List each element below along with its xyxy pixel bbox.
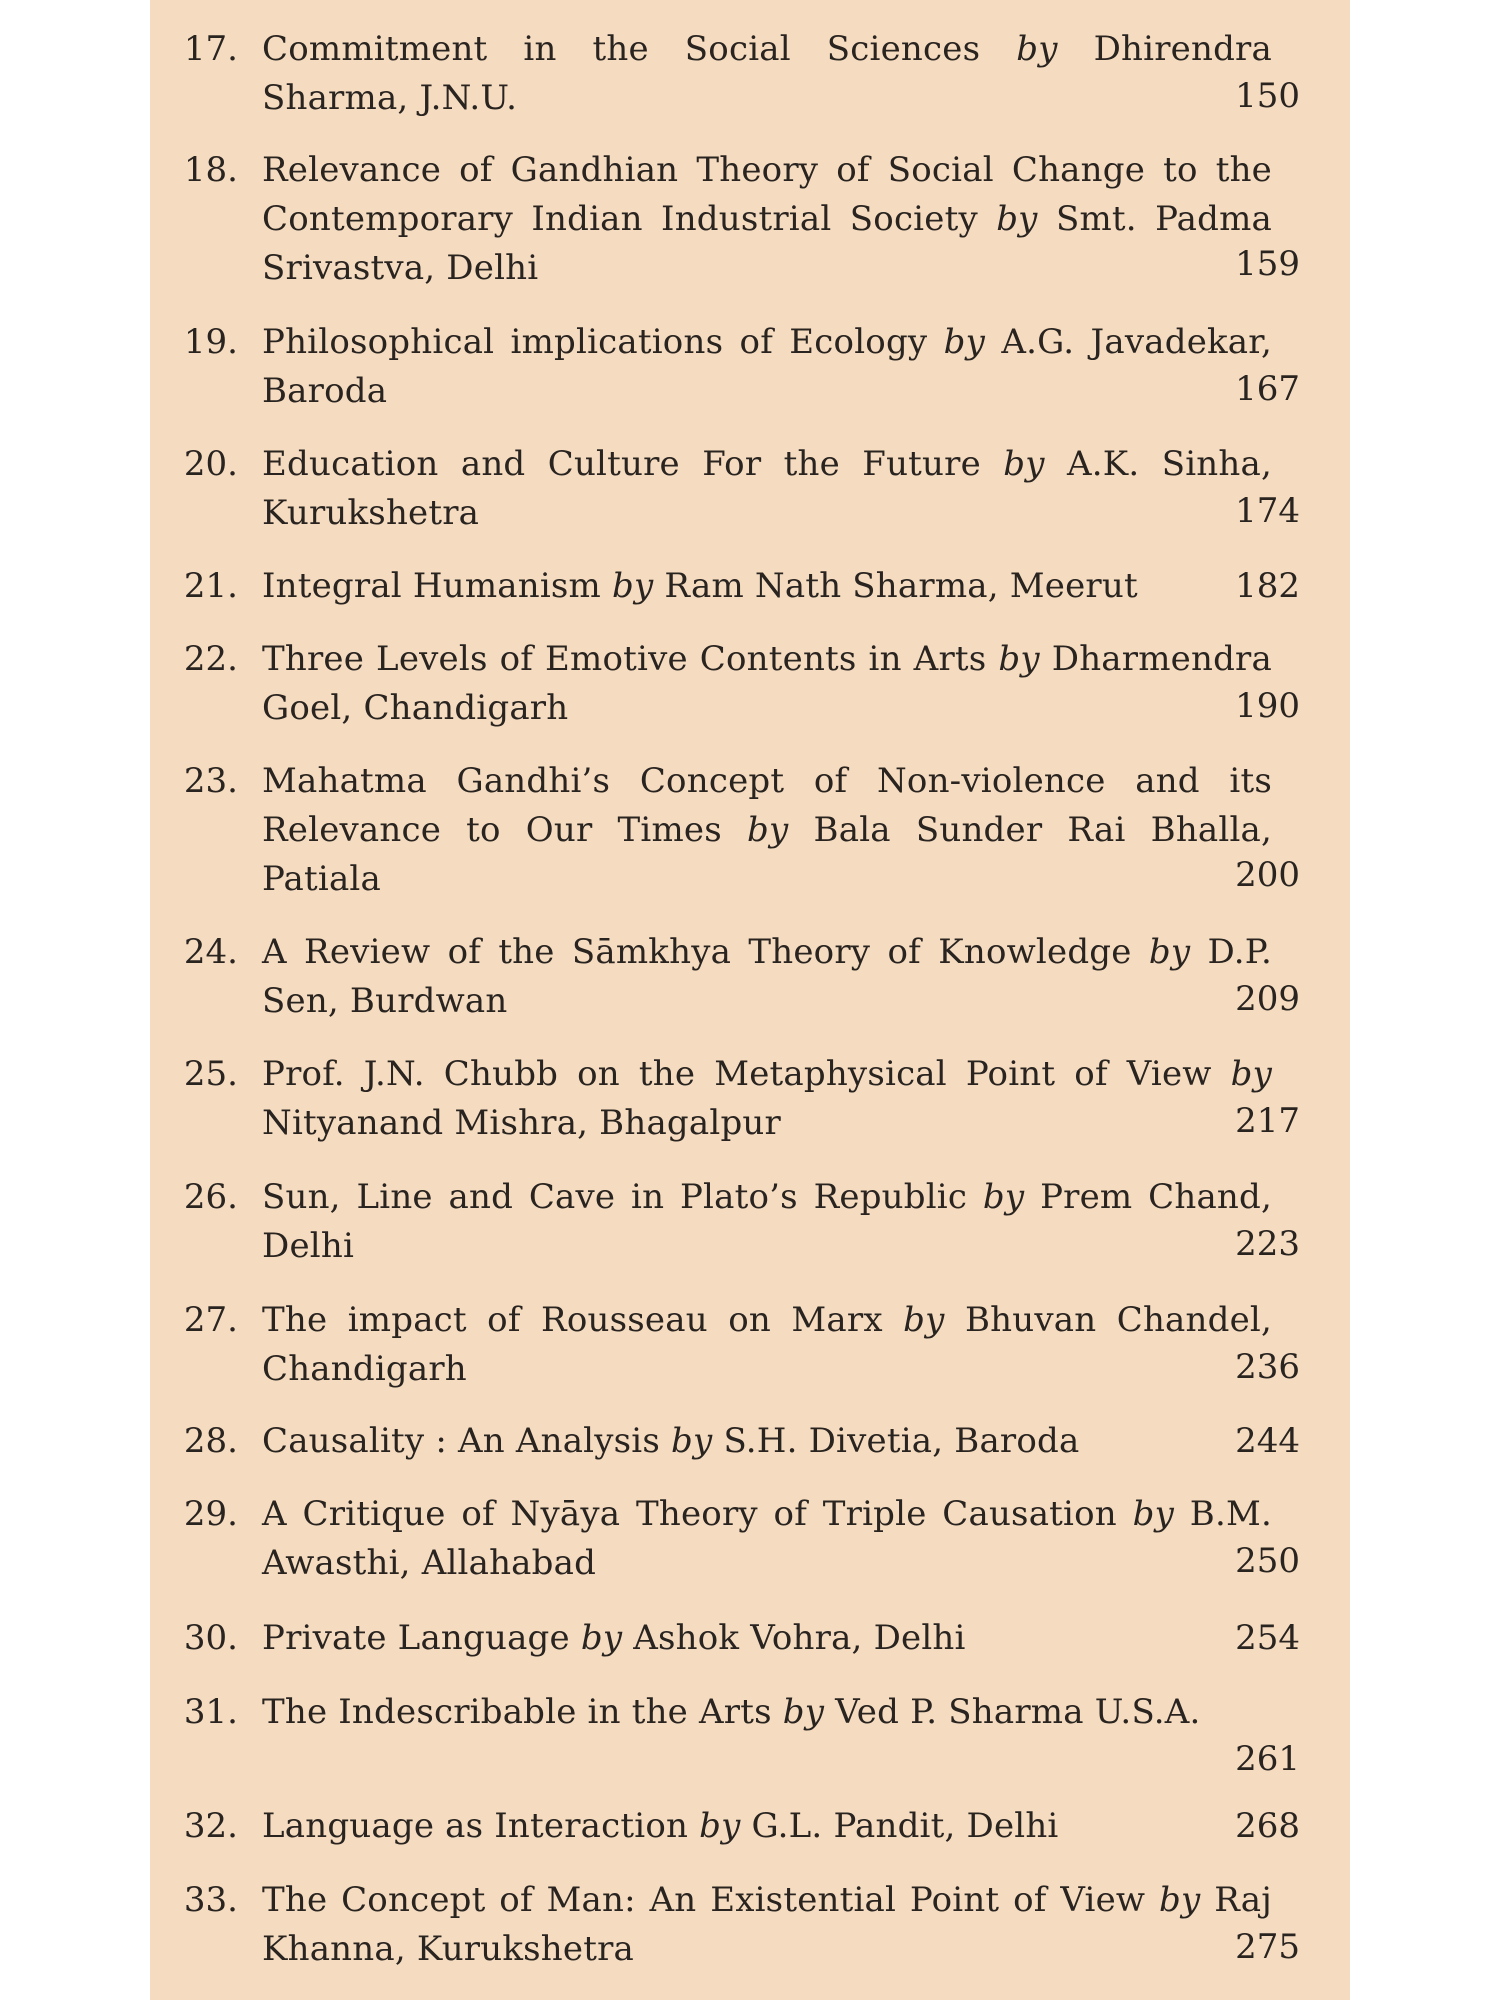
entry-title-line (262, 1802, 1272, 1851)
entry-author: Dhirendra Sharma, J.N.U. (262, 29, 1272, 118)
entry-author: A.K. Sinha, Kurukshetra (262, 444, 1272, 533)
entry-number: 19. (183, 322, 238, 362)
entry-by: by (998, 639, 1040, 679)
entry-author: Ram Nath Sharma, Meerut (664, 566, 1138, 606)
entry-author: Bhuvan Chandel, Chandigarh (262, 1300, 1272, 1389)
entry-author: Bala Sunder Rai Bhalla, Patiala (262, 810, 1273, 899)
toc-entry (150, 1173, 1350, 1271)
entry-number: 27. (183, 1300, 238, 1340)
entry-author: G.L. Pandit, Delhi (751, 1806, 1059, 1846)
toc-entry (150, 757, 1350, 904)
entry-title: Private Language (262, 1618, 570, 1658)
entry-number: 29. (183, 1494, 238, 1534)
entry-page-number: 190 (1235, 686, 1300, 726)
entry-by: by (782, 1692, 825, 1732)
entry-author: Ashok Vohra, Delhi (633, 1618, 966, 1658)
entry-page-number: 182 (1235, 566, 1300, 606)
entry-by: by (1159, 1880, 1201, 1920)
entry-by: by (982, 1177, 1025, 1217)
entry-by: by (580, 1618, 623, 1658)
entry-title-line (262, 440, 1272, 538)
toc-entry (150, 318, 1350, 416)
entry-title: Integral Humanism (262, 566, 602, 606)
entry-number: 17. (183, 29, 238, 69)
entry-title-line (262, 1490, 1272, 1588)
entry-number: 33. (183, 1880, 238, 1920)
entry-author: Raj Khanna, Kurukshetra (262, 1880, 1272, 1969)
toc-entry (150, 635, 1350, 733)
entry-title: Prof. J.N. Chubb on the Metaphysical Point of View (262, 1054, 1212, 1094)
toc-entry (150, 1614, 1350, 1663)
entry-title: Causality : An Analysis (262, 1421, 661, 1461)
toc-entry (150, 1417, 1350, 1466)
toc-entry (150, 25, 1350, 123)
entry-author: A.G. Javadekar, Baroda (262, 322, 1273, 411)
entry-number: 18. (183, 150, 238, 190)
entry-title: The Indescribable in the Arts (262, 1692, 772, 1732)
entry-by: by (1148, 932, 1191, 972)
entry-author: Smt. Padma Srivastva, Delhi (262, 199, 1273, 288)
entry-title: Relevance of Gandhian Theory of Social Change to the Contemporary Indian Industrial Society (262, 150, 1272, 239)
entry-title: Three Levels of Emotive Contents in Arts (262, 639, 987, 679)
entry-author: S.H. Divetia, Baroda (723, 1421, 1080, 1461)
entry-title-line (262, 757, 1272, 904)
entry-number: 32. (183, 1806, 238, 1846)
entry-page-number: 209 (1235, 979, 1300, 1019)
entry-number: 23. (183, 761, 238, 801)
entry-title-line (262, 562, 1272, 611)
entry-title-line (262, 1688, 1272, 1737)
entry-page-number: 244 (1235, 1421, 1300, 1461)
entry-by: by (612, 566, 654, 606)
toc-entry (150, 1802, 1350, 1851)
entry-page-number: 275 (1235, 1927, 1300, 1967)
entry-number: 26. (183, 1177, 238, 1217)
entry-author: Nityanand Mishra, Bhagalpur (262, 1103, 781, 1143)
entry-by: by (671, 1421, 713, 1461)
entry-number: 28. (183, 1421, 238, 1461)
entry-author: Ved P. Sharma U.S.A. (835, 1692, 1201, 1732)
toc-entry (150, 562, 1350, 611)
entry-by: by (699, 1806, 741, 1846)
toc-entry (150, 1876, 1350, 1974)
entry-title: The Concept of Man: An Existential Point of View (262, 1880, 1146, 1920)
entry-title: Mahatma Gandhi’s Concept of Non-violence and its Relevance to Our Times (262, 761, 1272, 850)
entry-number: 30. (183, 1618, 238, 1658)
toc-entry (150, 440, 1350, 538)
entry-page-number: 200 (1235, 855, 1300, 895)
book-page (150, 0, 1350, 2000)
entry-by: by (747, 810, 789, 850)
entry-by: by (996, 199, 1038, 239)
entry-page-number: 261 (1235, 1739, 1300, 1779)
entry-number: 24. (183, 932, 238, 972)
entry-by: by (1132, 1494, 1175, 1534)
entry-page-number: 159 (1235, 244, 1300, 284)
entry-author: D.P. Sen, Burdwan (262, 932, 1272, 1021)
toc-entry (150, 146, 1350, 293)
entry-page-number: 236 (1235, 1347, 1300, 1387)
entry-title: The impact of Rousseau on Marx (262, 1300, 883, 1340)
entry-number: 22. (183, 639, 238, 679)
entry-by: by (1230, 1054, 1272, 1094)
entry-title-line (262, 635, 1272, 733)
entry-author: Dharmendra Goel, Chandigarh (262, 639, 1272, 728)
entry-page-number: 268 (1235, 1806, 1300, 1846)
entry-by: by (943, 322, 986, 362)
entry-title-line (262, 928, 1272, 1026)
entry-title: Philosophical implications of Ecology (262, 322, 928, 362)
entry-author: B.M. Awasthi, Allahabad (262, 1494, 1273, 1583)
entry-title: Language as Interaction (262, 1806, 689, 1846)
entry-title-line (262, 1173, 1272, 1271)
entry-title-line (262, 1614, 1272, 1663)
entry-page-number: 150 (1235, 76, 1300, 116)
entry-title-line (262, 25, 1272, 123)
entry-title: A Critique of Nyāya Theory of Triple Causation (262, 1494, 1117, 1534)
entry-title: Commitment in the Social Sciences (262, 29, 981, 69)
entry-author: Prem Chand, Delhi (262, 1177, 1272, 1266)
entry-by: by (1003, 444, 1045, 484)
entry-page-number: 254 (1235, 1618, 1300, 1658)
toc-entry (150, 1490, 1350, 1588)
entry-title-line (262, 1417, 1272, 1466)
toc-entry (150, 1688, 1350, 1786)
entry-title: Sun, Line and Cave in Plato’s Republic (262, 1177, 968, 1217)
entry-page-number: 223 (1235, 1224, 1300, 1264)
entry-page-number: 217 (1235, 1101, 1300, 1141)
toc-entry (150, 1050, 1350, 1148)
toc-entry (150, 928, 1350, 1026)
entry-by: by (1016, 29, 1058, 69)
entry-number: 25. (183, 1054, 238, 1094)
entry-title-line (262, 1296, 1272, 1394)
entry-title-line (262, 1876, 1272, 1974)
entry-number: 31. (183, 1692, 238, 1732)
entry-page-number: 174 (1235, 491, 1300, 531)
entry-title: Education and Culture For the Future (262, 444, 981, 484)
entry-title-line (262, 146, 1272, 293)
entry-number: 21. (183, 566, 238, 606)
entry-title-line (262, 318, 1272, 416)
toc-entry (150, 1296, 1350, 1394)
entry-title: A Review of the Sāmkhya Theory of Knowledge (262, 932, 1132, 972)
entry-title-line (262, 1050, 1272, 1148)
entry-by: by (903, 1300, 945, 1340)
entry-page-number: 250 (1235, 1541, 1300, 1581)
entry-number: 20. (183, 444, 238, 484)
entry-page-number: 167 (1235, 369, 1300, 409)
